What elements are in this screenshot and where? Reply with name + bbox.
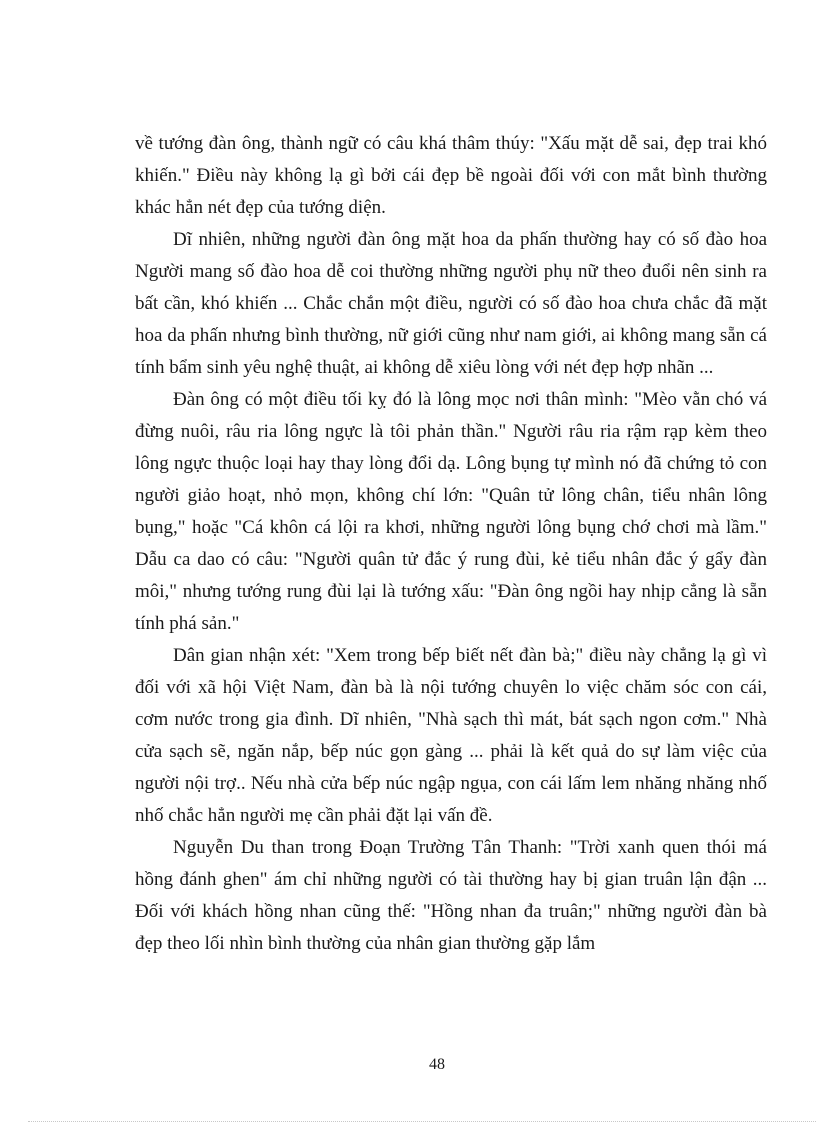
- paragraph-4: Dân gian nhận xét: "Xem trong bếp biết nết đàn bà;" điều này chẳng lạ gì vì đối với xã hội Việt Nam, đàn bà là nội tướng chuyên lo việc chăm sóc con cái, cơm nước trong gia đình. Dĩ nhiên, "Nhà sạch thì mát, bát sạch ngon cơm." Nhà cửa sạch sẽ, ngăn nắp, bếp núc gọn gàng ... phải là kết quả do sự làm việc của người nội trợ.. Nếu nhà cửa bếp núc ngập ngụa, con cái lấm lem nhăng nhăng nhố nhố chắc hẳn người mẹ cần phải đặt lại vấn đề.: [135, 645, 767, 826]
- bottom-divider: [28, 1121, 816, 1122]
- page-body: [135, 128, 767, 960]
- paragraph-5: Nguyễn Du than trong Đoạn Trường Tân Thanh: "Trời xanh quen thói má hồng đánh ghen" ám chỉ những người có tài thường hay bị gian truân lận đận ... Đối với khách hồng nhan cũng thế: "Hồng nhan đa truân;" những người đàn bà đẹp theo lối nhìn bình thường của nhân gian thường gặp lắm: [135, 837, 767, 954]
- page-number: 48: [429, 1056, 445, 1073]
- paragraph-3: Đàn ông có một điều tối kỵ đó là lông mọc nơi thân mình: "Mèo vằn chó vá đừng nuôi, râu ria lông ngực là tôi phản thần." Người râu ria rậm rạp kèm theo lông ngực thuộc loại hay thay lòng đổi dạ. Lông bụng tự mình nó đã chứng tỏ con người giảo hoạt, nhỏ mọn, không chí lớn: "Quân tử lông chân, tiểu nhân lông bụng," hoặc "Cá khôn cá lội ra khơi, những người lông bụng chớ chơi mà lầm." Dẫu ca dao có câu: "Người quân tử đắc ý rung đùi, kẻ tiểu nhân đắc ý gẩy đàn môi," nhưng tướng rung đùi lại là tướng xấu: "Đàn ông ngồi hay nhịp cẳng là sẵn tính phá sản.": [135, 389, 767, 634]
- paragraph-2: Dĩ nhiên, những người đàn ông mặt hoa da phấn thường hay có số đào hoa Người mang số đào hoa dễ coi thường những người phụ nữ theo đuổi nên sinh ra bất cần, khó khiến ... Chắc chắn một điều, người có số đào hoa chưa chắc đã mặt hoa da phấn nhưng bình thường, nữ giới cũng như nam giới, ai không mang sẵn cá tính bẩm sinh yêu nghệ thuật, ai không dễ xiêu lòng với nét đẹp hợp nhãn ...: [135, 229, 767, 378]
- paragraph-1: về tướng đàn ông, thành ngữ có câu khá thâm thúy: "Xấu mặt dễ sai, đẹp trai khó khiến." Điều này không lạ gì bởi cái đẹp bề ngoài đối với con mắt bình thường khác hẳn nét đẹp của tướng diện.: [135, 133, 767, 218]
